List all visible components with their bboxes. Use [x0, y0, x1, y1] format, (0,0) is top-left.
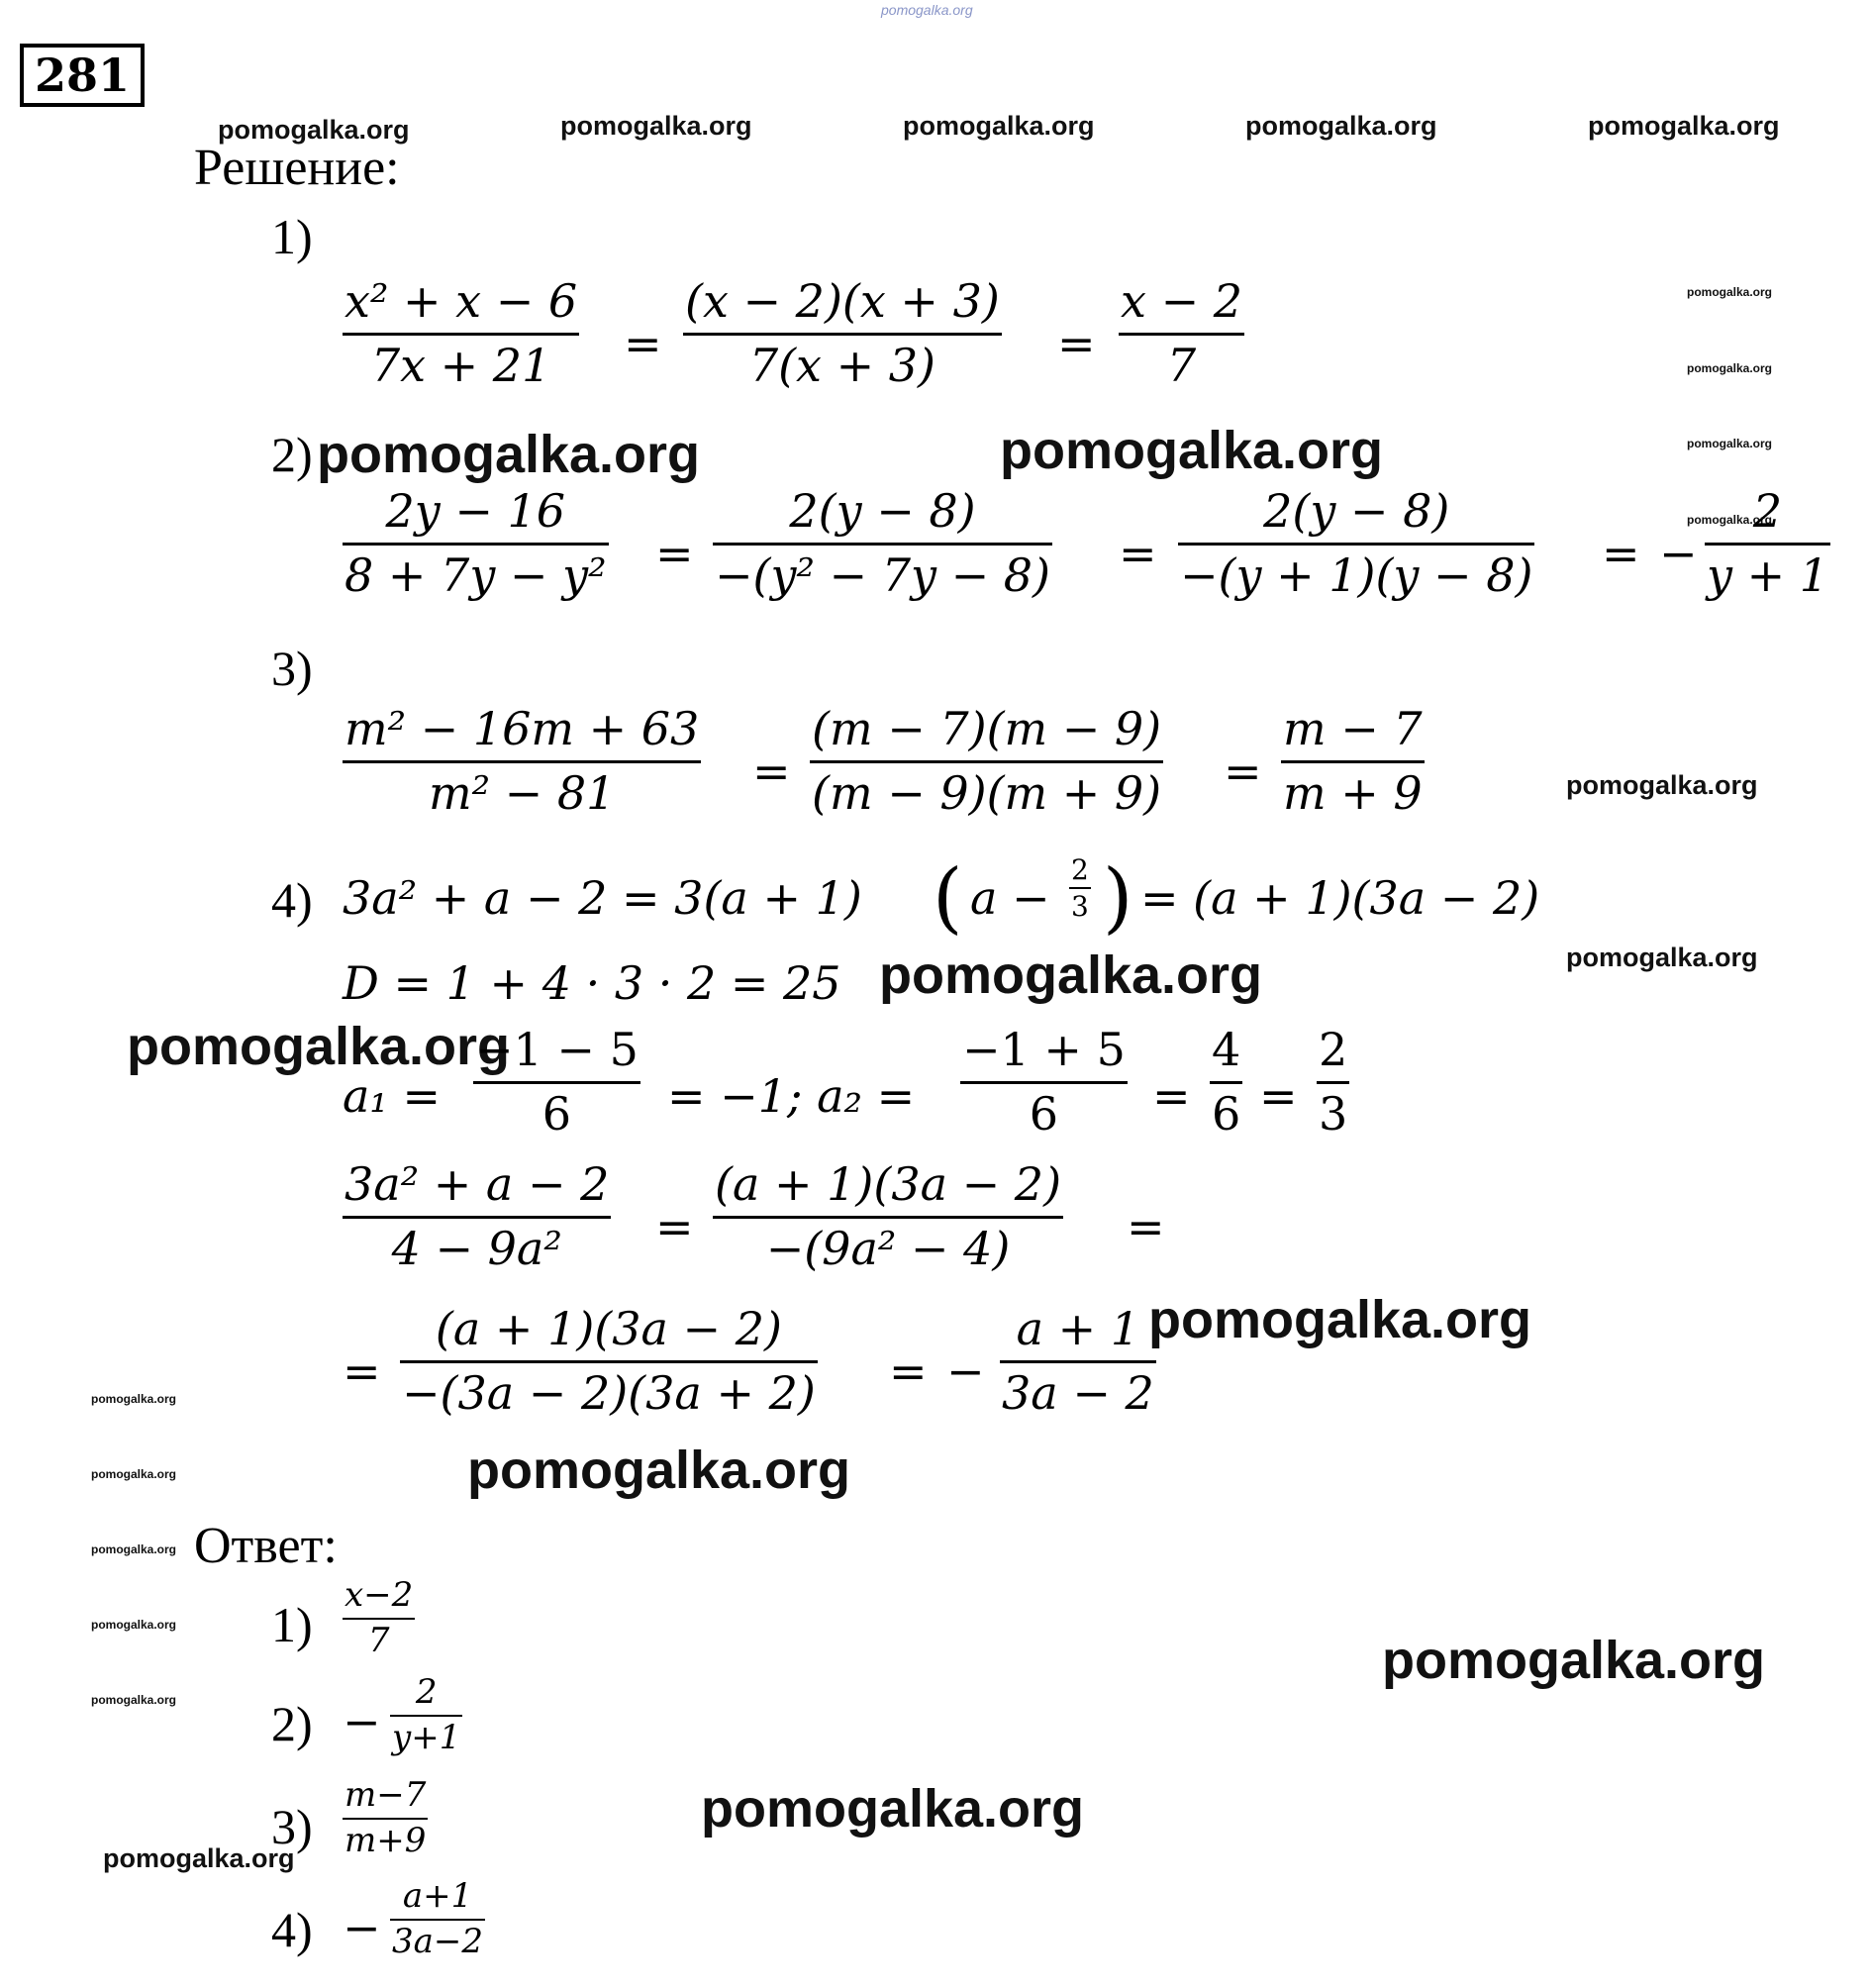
p4-fraction-3: [400, 1302, 818, 1421]
p4-discriminant: D = 1 + 4 · 3 · 2 = 25: [343, 956, 841, 1010]
p4-fraction-2: [713, 1157, 1063, 1276]
denominator: 7: [1166, 339, 1197, 393]
p4-a1-fraction: [473, 1023, 640, 1142]
numerator: 2: [415, 1672, 438, 1712]
p1-fraction-2: [683, 274, 1002, 393]
part-label-4: 4): [271, 872, 313, 928]
numerator: x−2: [344, 1575, 414, 1615]
equals-sign: =: [1259, 1069, 1298, 1123]
part-label-3: 3): [271, 641, 313, 696]
p2-fraction-1: [343, 484, 609, 603]
denominator: 4 − 9a²: [391, 1222, 562, 1276]
equals-sign: =: [889, 1344, 928, 1398]
equals-sign: =: [1127, 1200, 1165, 1253]
denominator: 6: [1212, 1087, 1241, 1142]
answer-label-1: 1): [271, 1597, 313, 1652]
answer-label-4: 4): [271, 1902, 313, 1957]
watermark: pomogalka.org: [1687, 437, 1773, 450]
p4-a1-label: a₁ =: [343, 1069, 442, 1123]
denominator: 8 + 7y − y²: [344, 548, 607, 603]
watermark: pomogalka.org: [91, 1618, 177, 1632]
denominator: 6: [1029, 1087, 1059, 1142]
denominator: −(y + 1)(y − 8): [1180, 548, 1533, 603]
denominator: 3: [1071, 890, 1089, 924]
denominator: (m − 9)(m + 9): [812, 766, 1162, 821]
answer-2-fraction: [390, 1672, 462, 1757]
watermark: pomogalka.org: [701, 1779, 1085, 1839]
numerator: m − 7: [1283, 702, 1423, 755]
equals-sign: =: [655, 527, 694, 580]
equals-sign: =: [752, 745, 791, 798]
answer-2-minus: −: [343, 1695, 381, 1748]
p4-fraction-4: [1000, 1302, 1156, 1421]
p4-a2-fraction-2: [1210, 1023, 1242, 1142]
numerator: 2: [1319, 1023, 1348, 1076]
answer-label-3: 3): [271, 1799, 313, 1854]
p3-fraction-1: [343, 702, 701, 821]
answer-1-fraction: [343, 1575, 415, 1660]
watermark: pomogalka.org: [1000, 421, 1384, 480]
p3-fraction-2: [810, 702, 1163, 821]
p4-factorization-left: 3a² + a − 2 = 3(a + 1): [343, 871, 862, 925]
numerator: (a + 1)(3a − 2): [435, 1302, 782, 1355]
p2-fraction-4: [1705, 484, 1830, 603]
numerator: 2: [1071, 853, 1089, 886]
p1-fraction-1: [343, 274, 579, 393]
problem-number: 281: [20, 44, 145, 107]
watermark: pomogalka.org: [127, 1017, 511, 1076]
denominator: 7: [367, 1620, 390, 1660]
p4-a1-result: = −1; a₂ =: [667, 1069, 916, 1123]
denominator: −(9a² − 4): [765, 1222, 1011, 1276]
watermark-top: pomogalka.org: [881, 2, 973, 18]
p3-fraction-3: [1281, 702, 1425, 821]
equals-sign: =: [655, 1200, 694, 1253]
watermark: pomogalka.org: [1588, 111, 1780, 141]
numerator: −1 + 5: [962, 1023, 1126, 1076]
denominator: m + 9: [1283, 766, 1423, 821]
part-label-2: 2): [271, 427, 313, 482]
minus-sign: −: [946, 1344, 985, 1398]
numerator: (x − 2)(x + 3): [685, 274, 1000, 328]
watermark: pomogalka.org: [467, 1441, 851, 1500]
watermark: pomogalka.org: [103, 1843, 295, 1873]
p4-factorization-right: = (a + 1)(3a − 2): [1140, 871, 1540, 925]
answer-4-fraction: [390, 1876, 485, 1961]
watermark: pomogalka.org: [1687, 285, 1773, 299]
watermark: pomogalka.org: [91, 1392, 177, 1406]
watermark: pomogalka.org: [1566, 943, 1758, 972]
numerator: 2: [1752, 484, 1783, 538]
watermark: pomogalka.org: [560, 111, 752, 141]
equals-sign: =: [1602, 527, 1640, 580]
denominator: −(y² − 7y − 8): [715, 548, 1050, 603]
numerator: m² − 16m + 63: [344, 702, 700, 755]
denominator: 3a−2: [392, 1921, 484, 1961]
p4-a2-fraction: [960, 1023, 1128, 1142]
denominator: −(3a − 2)(3a + 2): [402, 1366, 816, 1421]
watermark: pomogalka.org: [91, 1467, 177, 1481]
watermark: pomogalka.org: [317, 425, 701, 484]
denominator: 7(x + 3): [748, 339, 935, 393]
equals-sign: =: [1057, 317, 1096, 370]
p2-fraction-2: [713, 484, 1052, 603]
denominator: 6: [541, 1087, 572, 1142]
equals-sign: =: [1152, 1069, 1191, 1123]
numerator: (a + 1)(3a − 2): [715, 1157, 1062, 1211]
p1-fraction-3: [1119, 274, 1244, 393]
numerator: −1 − 5: [475, 1023, 639, 1076]
denominator: y+1: [392, 1717, 461, 1757]
watermark: pomogalka.org: [1687, 361, 1773, 375]
answer-3-fraction: [343, 1775, 428, 1860]
equals-sign: =: [624, 317, 662, 370]
answer-heading: Ответ:: [194, 1518, 338, 1574]
close-paren: ): [1103, 853, 1133, 943]
numerator: x² + x − 6: [344, 274, 578, 328]
p4-a2-fraction-3: [1317, 1023, 1349, 1142]
watermark: pomogalka.org: [1566, 770, 1758, 800]
watermark: pomogalka.org: [879, 945, 1263, 1005]
part-label-1: 1): [271, 209, 313, 264]
watermark: pomogalka.org: [1148, 1290, 1532, 1349]
answer-label-2: 2): [271, 1696, 313, 1751]
watermark: pomogalka.org: [903, 111, 1095, 141]
open-paren: (: [933, 853, 963, 943]
denominator: 7x + 21: [370, 339, 551, 393]
numerator: x − 2: [1121, 274, 1242, 328]
numerator: 4: [1212, 1023, 1241, 1076]
numerator: 3a² + a − 2: [344, 1157, 610, 1211]
minus-sign: −: [1659, 527, 1698, 580]
watermark: pomogalka.org: [1382, 1631, 1766, 1690]
equals-sign: =: [1119, 527, 1157, 580]
watermark: pomogalka.org: [1687, 513, 1773, 527]
watermark: pomogalka.org: [218, 115, 410, 145]
p4-small-fraction: [1069, 855, 1091, 922]
numerator: 2(y − 8): [1263, 484, 1450, 538]
numerator: a+1: [402, 1876, 473, 1916]
equals-sign: =: [343, 1344, 381, 1398]
watermark: pomogalka.org: [1245, 111, 1437, 141]
denominator: m² − 81: [428, 766, 616, 821]
watermark: pomogalka.org: [91, 1542, 177, 1556]
equals-sign: =: [1224, 745, 1262, 798]
denominator: 3a − 2: [1002, 1366, 1154, 1421]
numerator: 2y − 16: [385, 484, 566, 538]
p4-fraction-1: [343, 1157, 611, 1276]
numerator: (m − 7)(m − 9): [812, 702, 1162, 755]
denominator: m+9: [344, 1820, 427, 1860]
denominator: y + 1: [1707, 548, 1829, 603]
p2-fraction-3: [1178, 484, 1534, 603]
numerator: 2(y − 8): [789, 484, 976, 538]
watermark: pomogalka.org: [91, 1693, 177, 1707]
numerator: a + 1: [1016, 1302, 1140, 1355]
answer-4-minus: −: [343, 1901, 381, 1954]
denominator: 3: [1319, 1087, 1348, 1142]
numerator: m−7: [344, 1775, 427, 1815]
p4-paren-inner: a −: [970, 871, 1050, 925]
solution-heading: Решение:: [194, 140, 400, 196]
